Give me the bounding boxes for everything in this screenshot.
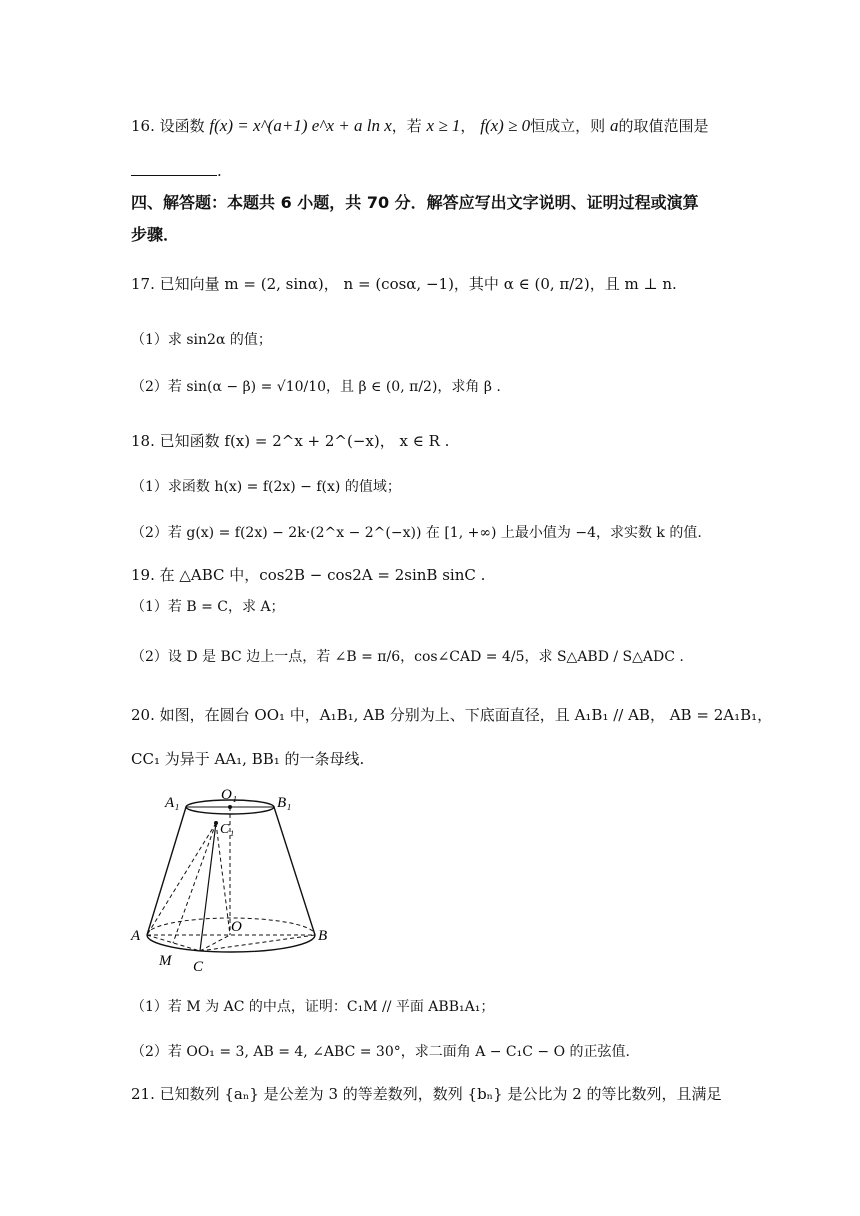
label-o1: O₁ bbox=[221, 787, 238, 803]
q20-stem-line2: CC₁ 为异于 AA₁, BB₁ 的一条母线. bbox=[131, 750, 365, 768]
label-a: A bbox=[131, 928, 141, 944]
q17-part2: （2）若 sin(α − β) = √10/10，且 β ∈ (0, π/2)，求角 β . bbox=[131, 379, 501, 395]
q16-answer-line bbox=[131, 160, 730, 182]
q18-part1: （1）求函数 h(x) = f(2x) − f(x) 的值域； bbox=[131, 479, 401, 495]
q19-stem: 19. 在 △ABC 中，cos2B − cos2A = 2sinB sinC . bbox=[131, 566, 486, 584]
label-c: C bbox=[193, 959, 204, 975]
q18-stem: 18. 已知函数 f(x) = 2^x + 2^(−x)， x ∈ R . bbox=[131, 432, 450, 450]
q20-part2: （2）若 OO₁ = 3, AB = 4, ∠ABC = 30°，求二面角 A − C₁C − O 的正弦值. bbox=[131, 1044, 630, 1060]
q16-var: a bbox=[609, 116, 619, 135]
q20-stem-line1: 20. 如图，在圆台 OO₁ 中，A₁B₁, AB 分别为上、下底面直径，且 A₁B₁ // AB， AB = 2A₁B₁， bbox=[131, 706, 773, 724]
q17-stem: 17. 已知向量 m = (2, sinα)， n = (cosα, −1)，其中 α ∈ (0, π/2)，且 m ⊥ n. bbox=[131, 275, 677, 293]
q16-text3: 的取值范围是 bbox=[618, 117, 709, 135]
segment-cb bbox=[200, 935, 315, 951]
q16-comma: ， bbox=[460, 117, 476, 135]
q16-text2: 恒成立，则 bbox=[530, 117, 606, 135]
q21-stem: 21. 已知数列 {aₙ} 是公差为 3 的等差数列，数列 {bₙ} 是公比为 2 的等比数列，且满足 bbox=[131, 1085, 722, 1103]
label-m: M bbox=[159, 953, 172, 969]
q16-text: ，若 bbox=[391, 117, 422, 135]
q19-part1: （1）若 B = C，求 A； bbox=[131, 599, 285, 615]
section-heading-cont: 步骤． bbox=[131, 225, 180, 244]
answer-blank bbox=[131, 161, 217, 176]
generatrix-bb1 bbox=[274, 807, 315, 935]
q20-part1: （1）若 M 为 AC 的中点，证明：C₁M // 平面 ABB₁A₁； bbox=[131, 999, 495, 1015]
q19-part2: （2）设 D 是 BC 边上一点，若 ∠B = π/6，cos∠CAD = 4/5，求 S△ABD / S△ADC . bbox=[131, 649, 684, 665]
generatrix-aa1 bbox=[147, 807, 186, 935]
bottom-base-front bbox=[147, 935, 315, 952]
section-heading: 四、解答题：本题共 6 小题，共 70 分．解答应写出文字说明、证明过程或演算 bbox=[131, 193, 699, 212]
q16-prefix: 16. 设函数 bbox=[131, 117, 205, 135]
q18-part2: （2）若 g(x) = f(2x) − 2k·(2^x − 2^(−x)) 在 [1, +∞) 上最小值为 −4，求实数 k 的值. bbox=[131, 525, 702, 541]
q16-end: . bbox=[217, 162, 222, 180]
label-o: O bbox=[231, 919, 242, 935]
label-b1: B₁ bbox=[277, 795, 292, 811]
label-b: B bbox=[318, 928, 328, 944]
q16-formula: f(x) = x^(a+1) e^x + a ln x bbox=[209, 116, 392, 135]
label-c1: C₁ bbox=[220, 822, 235, 837]
q17-part1: （1）求 sin2α 的值； bbox=[131, 332, 272, 348]
q16-condition2: f(x) ≥ 0 bbox=[480, 116, 531, 135]
q16-line bbox=[131, 115, 730, 137]
label-a1: A₁ bbox=[165, 795, 180, 811]
frustum-figure bbox=[125, 785, 340, 975]
q16-condition: x ≥ 1 bbox=[426, 116, 461, 135]
generatrix-cc1 bbox=[200, 823, 216, 951]
